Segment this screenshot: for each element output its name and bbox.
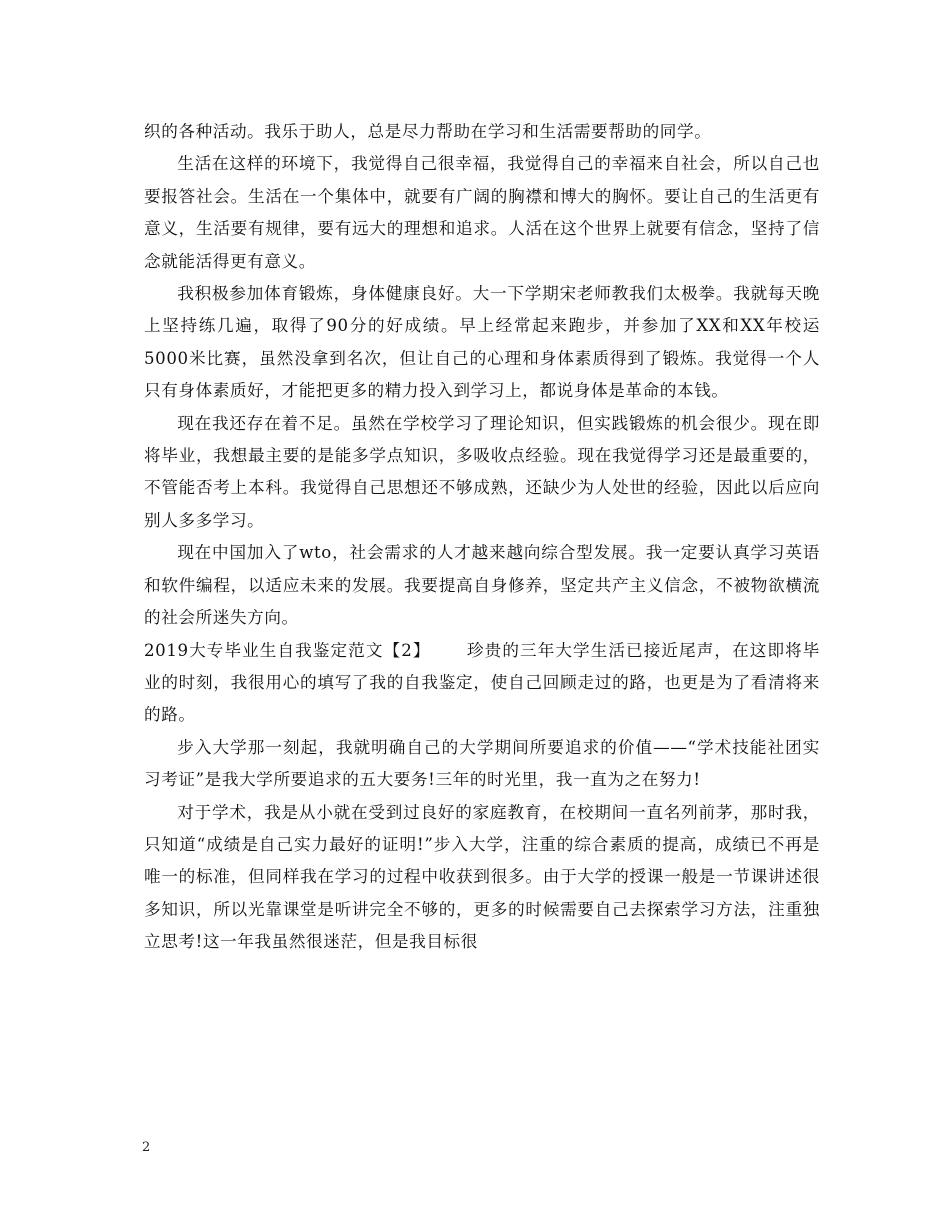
page-number: 2: [142, 1140, 151, 1155]
section-intro: 珍贵的三年大学生活已接近尾声，在这即将毕业的时刻，我很用心的填写了我的自我鉴定，使自己回顾走过的路，也更是为了看清将来的路。: [144, 640, 820, 725]
paragraph-2: 生活在这样的环境下，我觉得自己很幸福，我觉得自己的幸福来自社会，所以自己也要报答社会。生活在一个集体中，就要有广阔的胸襟和博大的胸怀。要让自己的生活更有意义，生活要有规律，要有远大的理想和追求。人活在这个世界上就要有信念，坚持了信念就能活得更有意义。: [144, 154, 820, 271]
section-heading-paragraph: [144, 635, 820, 732]
paragraph-5: 现在中国加入了wto，社会需求的人才越来越向综合型发展。我一定要认真学习英语和软件编程，以适应未来的发展。我要提高自身修养，坚定共产主义信念，不被物欲横流的社会所迷失方向。: [144, 543, 820, 628]
paragraph-6: 步入大学那一刻起，我就明确自己的大学期间所要追求的价值——“学术技能社团实习考证”是我大学所要追求的五大要务!三年的时光里，我一直为之在努力!: [144, 737, 820, 790]
section-heading: 2019大专毕业生自我鉴定范文【2】: [144, 640, 431, 660]
paragraph-7: 对于学术，我是从小就在受到过良好的家庭教育，在校期间一直名列前茅，那时我，只知道“成绩是自己实力最好的证明!”步入大学，注重的综合素质的提高，成绩已不再是唯一的标准，但同样我在学习的过程中收获到很多。由于大学的授课一般是一节课讲述很多知识，所以光靠课堂是听讲完全不够的，更多的时候需要自己去探索学习方法，注重独立思考!这一年我虽然很迷茫，但是我目标很: [144, 802, 820, 952]
paragraph-4: 现在我还存在着不足。虽然在学校学习了理论知识，但实践锻炼的机会很少。现在即将毕业，我想最主要的是能多学点知识，多吸收点经验。现在我觉得学习还是最重要的，不管能否考上本科。我觉得自己思想还不够成熟，还缺少为人处世的经验，因此以后应向别人多多学习。: [144, 413, 820, 530]
paragraph-3: 我积极参加体育锻炼，身体健康良好。大一下学期宋老师教我们太极拳。我就每天晚上坚持练几遍，取得了90分的好成绩。早上经常起来跑步，并参加了XX和XX年校运5000米比赛，虽然没拿到名次，但让自己的心理和身体素质得到了锻炼。我觉得一个人只有身体素质好，才能把更多的精力投入到学习上，都说身体是革命的本钱。: [144, 284, 820, 401]
paragraph-1: 织的各种活动。我乐于助人，总是尽力帮助在学习和生活需要帮助的同学。: [144, 122, 712, 141]
document-body: [144, 116, 820, 959]
